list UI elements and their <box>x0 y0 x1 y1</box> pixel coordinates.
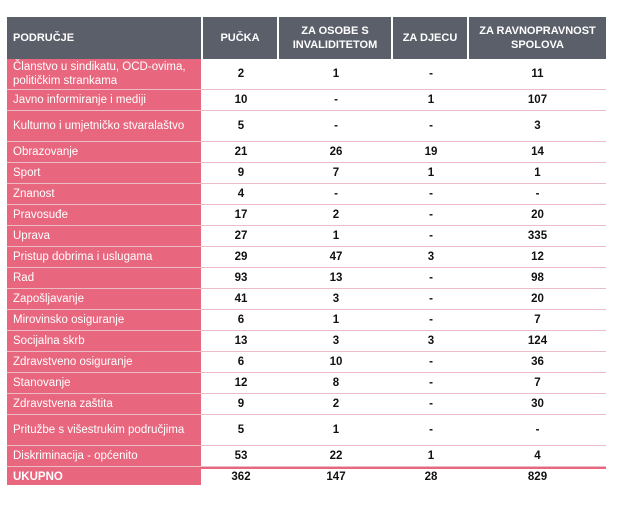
cell-invaliditet: 22 <box>329 450 343 462</box>
table-row <box>7 247 606 268</box>
cell-invaliditet: - <box>334 188 338 200</box>
table-header <box>7 17 606 59</box>
cell-invaliditet: 2 <box>332 398 340 410</box>
row-label: Zdravstveno osiguranje <box>7 352 203 372</box>
row-label: Socijalna skrb <box>7 331 203 351</box>
cell-djeca: 3 <box>427 335 435 347</box>
cell-djeca: - <box>429 377 433 389</box>
cell-invaliditet: - <box>334 120 338 132</box>
cell-djeca: - <box>429 230 433 242</box>
table-row <box>7 226 606 247</box>
total-label: UKUPNO <box>7 469 203 485</box>
cell-spolovi: 7 <box>534 377 541 389</box>
cell-djeca: - <box>429 68 433 80</box>
table-row <box>7 446 606 467</box>
cell-invaliditet: 7 <box>332 167 340 179</box>
table-row <box>7 205 606 226</box>
table-row <box>7 394 606 415</box>
row-label: Sport <box>7 163 203 183</box>
cell-invaliditet: 3 <box>332 293 340 305</box>
cell-djeca: - <box>429 293 433 305</box>
cell-spolovi: 124 <box>527 335 548 347</box>
table-row <box>7 111 606 142</box>
header-ravnopravnost-spolova: ZA RAVNOPRAVNOST SPOLOVA <box>469 17 606 59</box>
row-label: Zapošljavanje <box>7 289 203 309</box>
cell-spolovi: 11 <box>531 68 544 80</box>
cell-djeca: - <box>429 209 433 221</box>
row-label: Pristup dobrima i uslugama <box>7 247 203 267</box>
cell-spolovi: 98 <box>531 272 544 284</box>
header-djeca: ZA DJECU <box>393 17 469 59</box>
cell-invaliditet: 1 <box>332 230 340 242</box>
row-label: Diskriminacija - općenito <box>7 446 203 466</box>
cell-pucka: 2 <box>237 68 245 80</box>
cell-pucka: 17 <box>234 209 248 221</box>
table-row <box>7 184 606 205</box>
table-body <box>7 59 606 467</box>
total-djeca: 28 <box>424 471 438 483</box>
cell-djeca: - <box>429 314 433 326</box>
cell-spolovi: 335 <box>527 230 548 242</box>
cell-pucka: 13 <box>234 335 248 347</box>
cell-spolovi: 1 <box>534 167 541 179</box>
cell-invaliditet: 1 <box>332 424 340 436</box>
cell-invaliditet: 13 <box>329 272 343 284</box>
header-pucka: PUČKA <box>203 17 279 59</box>
cell-invaliditet: 1 <box>332 68 340 80</box>
row-label: Članstvo u sindikatu, OCD-ovima, političkim strankama <box>7 59 203 89</box>
cell-spolovi: 14 <box>531 146 544 158</box>
row-label: Pravosuđe <box>7 205 203 225</box>
table-row <box>7 142 606 163</box>
total-pucka: 362 <box>231 471 251 483</box>
cell-invaliditet: 2 <box>332 209 340 221</box>
cell-pucka: 6 <box>237 356 245 368</box>
table-row <box>7 59 606 90</box>
table-row <box>7 90 606 111</box>
cell-djeca: - <box>429 424 433 436</box>
cell-pucka: 9 <box>237 167 245 179</box>
table-row <box>7 331 606 352</box>
cell-pucka: 10 <box>234 94 248 106</box>
cell-pucka: 6 <box>237 314 245 326</box>
row-label: Rad <box>7 268 203 288</box>
cell-spolovi: 12 <box>531 251 544 263</box>
cell-pucka: 9 <box>237 398 245 410</box>
cell-djeca: - <box>429 188 433 200</box>
cell-spolovi: 107 <box>527 94 548 106</box>
cell-pucka: 12 <box>234 377 248 389</box>
cell-pucka: 21 <box>234 146 248 158</box>
cell-djeca: - <box>429 120 433 132</box>
cell-spolovi: 36 <box>531 356 544 368</box>
table-row <box>7 268 606 289</box>
total-row <box>7 467 606 485</box>
cell-invaliditet: 8 <box>332 377 340 389</box>
cell-spolovi: 20 <box>531 209 544 221</box>
total-invaliditet: 147 <box>326 471 346 483</box>
cell-pucka: 5 <box>237 424 245 436</box>
row-label: Obrazovanje <box>7 142 203 162</box>
header-podrucje: PODRUČJE <box>7 17 203 59</box>
table-row <box>7 163 606 184</box>
row-label: Stanovanje <box>7 373 203 393</box>
cell-pucka: 93 <box>234 272 248 284</box>
cell-djeca: 1 <box>427 167 435 179</box>
row-label: Uprava <box>7 226 203 246</box>
cell-spolovi: 7 <box>534 314 541 326</box>
cell-pucka: 5 <box>237 120 245 132</box>
cell-spolovi: 3 <box>534 120 541 132</box>
cell-pucka: 41 <box>234 293 248 305</box>
cell-spolovi: 30 <box>531 398 544 410</box>
cell-djeca: 3 <box>427 251 435 263</box>
cell-pucka: 53 <box>234 450 248 462</box>
cell-spolovi: - <box>535 424 540 436</box>
cell-invaliditet: 26 <box>329 146 343 158</box>
total-spolovi: 829 <box>527 471 548 483</box>
row-label: Kulturno i umjetničko stvaralaštvo <box>7 111 203 141</box>
cell-djeca: - <box>429 398 433 410</box>
header-osobe-s-invaliditetom: ZA OSOBE S INVALIDITETOM <box>279 17 393 59</box>
cell-spolovi: 20 <box>531 293 544 305</box>
cell-invaliditet: 3 <box>332 335 340 347</box>
cell-spolovi: 4 <box>534 450 541 462</box>
row-label: Znanost <box>7 184 203 204</box>
table-row <box>7 310 606 331</box>
row-label: Javno informiranje i mediji <box>7 90 203 110</box>
table-row <box>7 373 606 394</box>
cell-djeca: - <box>429 272 433 284</box>
cell-invaliditet: - <box>334 94 338 106</box>
complaints-table <box>7 17 606 485</box>
table-row <box>7 415 606 446</box>
cell-djeca: 1 <box>427 94 435 106</box>
cell-pucka: 4 <box>237 188 245 200</box>
row-label: Mirovinsko osiguranje <box>7 310 203 330</box>
cell-djeca: - <box>429 356 433 368</box>
cell-invaliditet: 10 <box>329 356 343 368</box>
cell-invaliditet: 47 <box>329 251 343 263</box>
table-row <box>7 352 606 373</box>
cell-djeca: 19 <box>424 146 438 158</box>
cell-spolovi: - <box>535 188 540 200</box>
cell-djeca: 1 <box>427 450 435 462</box>
cell-pucka: 27 <box>234 230 248 242</box>
cell-invaliditet: 1 <box>332 314 340 326</box>
row-label: Pritužbe s višestrukim područjima <box>7 415 203 445</box>
cell-pucka: 29 <box>234 251 248 263</box>
table-row <box>7 289 606 310</box>
row-label: Zdravstvena zaštita <box>7 394 203 414</box>
